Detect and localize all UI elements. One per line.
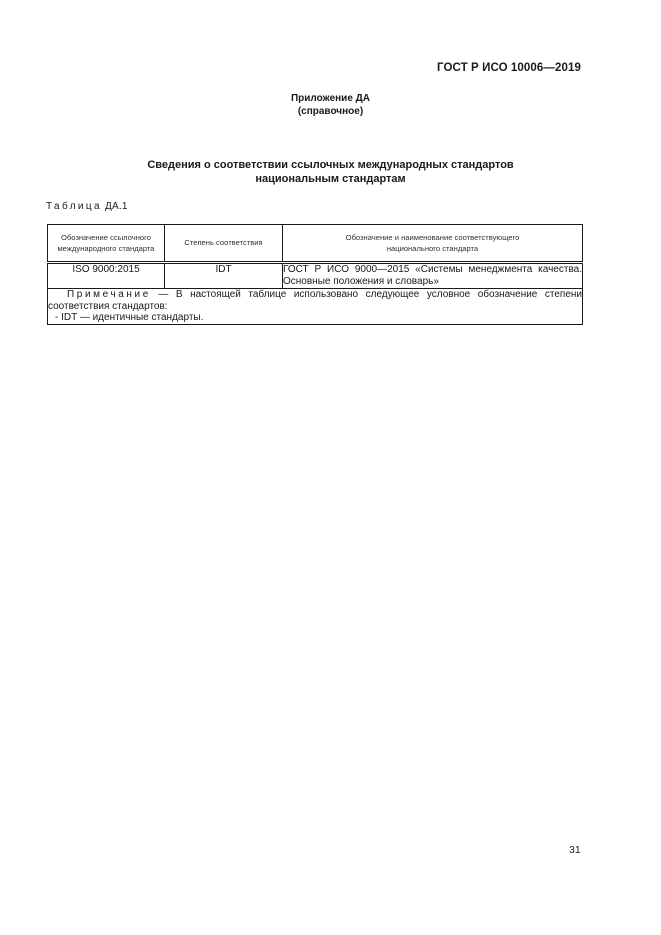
table-caption-number: ДА.1: [105, 201, 128, 212]
table-row: [48, 263, 583, 289]
appendix-title: Приложение ДА: [290, 93, 371, 104]
note-text-second: соответствия стандартов:: [48, 300, 168, 312]
appendix-heading: [0, 92, 661, 118]
column-header-label: Обозначение и наименование соответствующего национального стандарта: [345, 232, 520, 253]
column-header-national-standard: [283, 225, 583, 263]
table-caption: [46, 201, 128, 212]
column-header-label: Обозначение ссылочного международного стандарта: [57, 232, 155, 253]
table-note-row: [48, 289, 583, 325]
note-label: Примечание: [67, 289, 151, 300]
table-caption-label: Таблица: [46, 201, 103, 212]
cell-national-standard: ГОСТ Р ИСО 9000—2015 «Системы менеджмента качества. Основные положения и словарь»: [283, 264, 582, 287]
section-title-line-1: Сведения о соответствии ссылочных международных стандартов: [147, 159, 514, 171]
note-list-item: - IDT — идентичные стандарты.: [55, 312, 204, 323]
section-title-line-2: национальным стандартам: [255, 173, 406, 185]
document-code: ГОСТ Р ИСО 10006—2019: [436, 62, 581, 74]
table-note: [48, 289, 583, 325]
cell-degree: IDT: [165, 263, 283, 289]
section-title: [0, 158, 661, 186]
column-header-degree: [165, 225, 283, 263]
cell-international-standard: ISO 9000:2015: [48, 263, 165, 289]
correspondence-table: [47, 224, 583, 325]
column-header-international-standard: [48, 225, 165, 263]
table-header-row: [48, 225, 583, 263]
note-text-first: — В настоящей таблице использовано следующее условное обозначение степени: [158, 289, 582, 300]
appendix-subtitle: (справочное): [297, 106, 364, 117]
column-header-label: Степень соответствия: [184, 238, 263, 248]
note-first-line: [48, 289, 582, 301]
page-number: 31: [569, 844, 581, 856]
